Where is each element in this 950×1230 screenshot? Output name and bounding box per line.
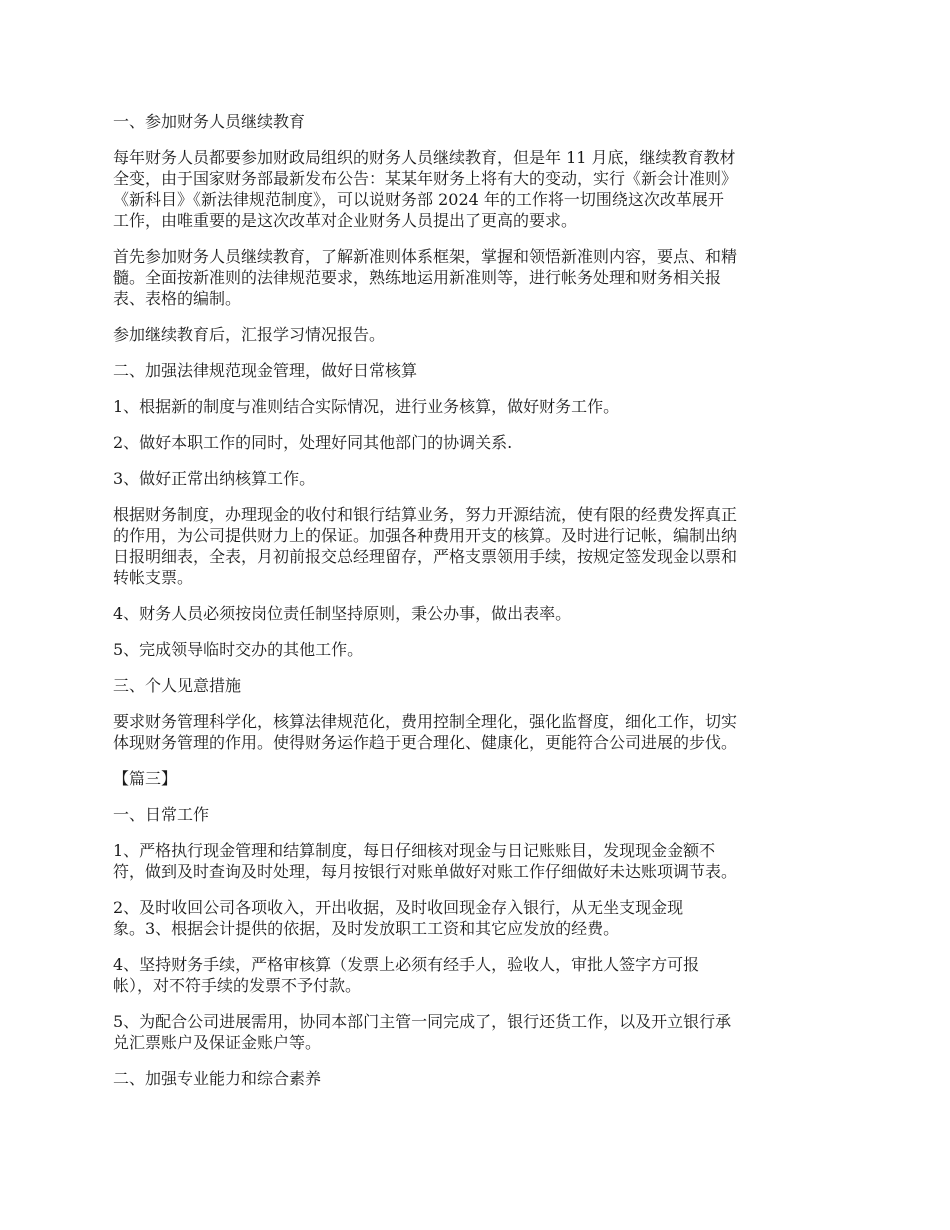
daily-item-1: 1、严格执行现金管理和结算制度，每日仔细核对现金与日记账账目，发现现金金额不 符，做到及时查询及时处理，每月按银行对账单做好对账工作仔细做好未达账项调节表。 <box>113 841 738 881</box>
paragraph-suggestions: 要求财务管理科学化，核算法律规范化，费用控制全理化，强化监督度，细化工作，切实 体现财务管理的作用。使得财务运作趋于更合理化、健康化，更能符合公司进展的步伐。 <box>113 712 738 752</box>
heading-continuing-education: 一、参加财务人员继续教育 <box>113 112 306 131</box>
heading-personal-suggestions: 三、个人见意措施 <box>113 676 242 695</box>
paragraph-education-background: 每年财务人员都要参加财政局组织的财务人员继续教育，但是年 11 月底，继续教育教材 全变，由于国家财务部最新发布公告：某某年财务上将有大的变动，实行《新会计准则》 《新科目》《新法律规范制度》，可以说财务部 2024 年的工作将一切围绕这次改革展开 工作，由唯重要的是这次改革对企业财务人员提出了更高的要求。 <box>113 148 738 230</box>
daily-item-5: 5、为配合公司进展需用，协同本部门主管一同完成了，银行还货工作，以及开立银行承 兑汇票账户及保证金账户等。 <box>113 1012 732 1052</box>
paragraph-cash-details: 根据财务制度，办理现金的收付和银行结算业务，努力开源结流，使有限的经费发挥真正 的作用，为公司提供财力上的保证。加强各种费用开支的核算。及时进行记帐，编制出纳 日报明细表，全表，月初前报交总经理留存，严格支票领用手续，按规定签发现金以票和 转帐支票。 <box>113 505 738 587</box>
list-item-4: 4、财务人员必须按岗位责任制坚持原则，秉公办事，做出表率。 <box>113 604 572 623</box>
heading-daily-work: 一、日常工作 <box>113 805 210 824</box>
list-item-5: 5、完成领导临时交办的其他工作。 <box>113 640 364 659</box>
document-body <box>113 111 843 1104</box>
paragraph-education-report: 参加继续教育后，汇报学习情况报告。 <box>113 325 386 344</box>
heading-professional-ability: 二、加强专业能力和综合素养 <box>113 1069 322 1088</box>
daily-item-2-3: 2、及时收回公司各项收入，开出收据，及时收回现金存入银行，从无坐支现金现 象。3、根据会计提供的依据，及时发放职工工资和其它应发放的经费。 <box>113 898 684 938</box>
list-item-1: 1、根据新的制度与准则结合实际情况，进行业务核算，做好财务工作。 <box>113 397 620 416</box>
section-marker: 【篇三】 <box>113 769 178 788</box>
list-item-2: 2、做好本职工作的同时，处理好同其他部门的协调关系. <box>113 433 513 452</box>
daily-item-4: 4、坚持财务手续，严格审核算（发票上必须有经手人，验收人，审批人签字方可报 帐），对不符手续的发票不予付款。 <box>113 955 700 995</box>
list-item-3: 3、做好正常出纳核算工作。 <box>113 469 316 488</box>
paragraph-education-first: 首先参加财务人员继续教育，了解新准则体系框架，掌握和领悟新准则内容，要点、和精 髓。全面按新准则的法律规范要求，熟练地运用新准则等，进行帐务处理和财务相关报 表、表格的编制。 <box>113 247 738 308</box>
heading-cash-management: 二、加强法律规范现金管理，做好日常核算 <box>113 361 418 380</box>
